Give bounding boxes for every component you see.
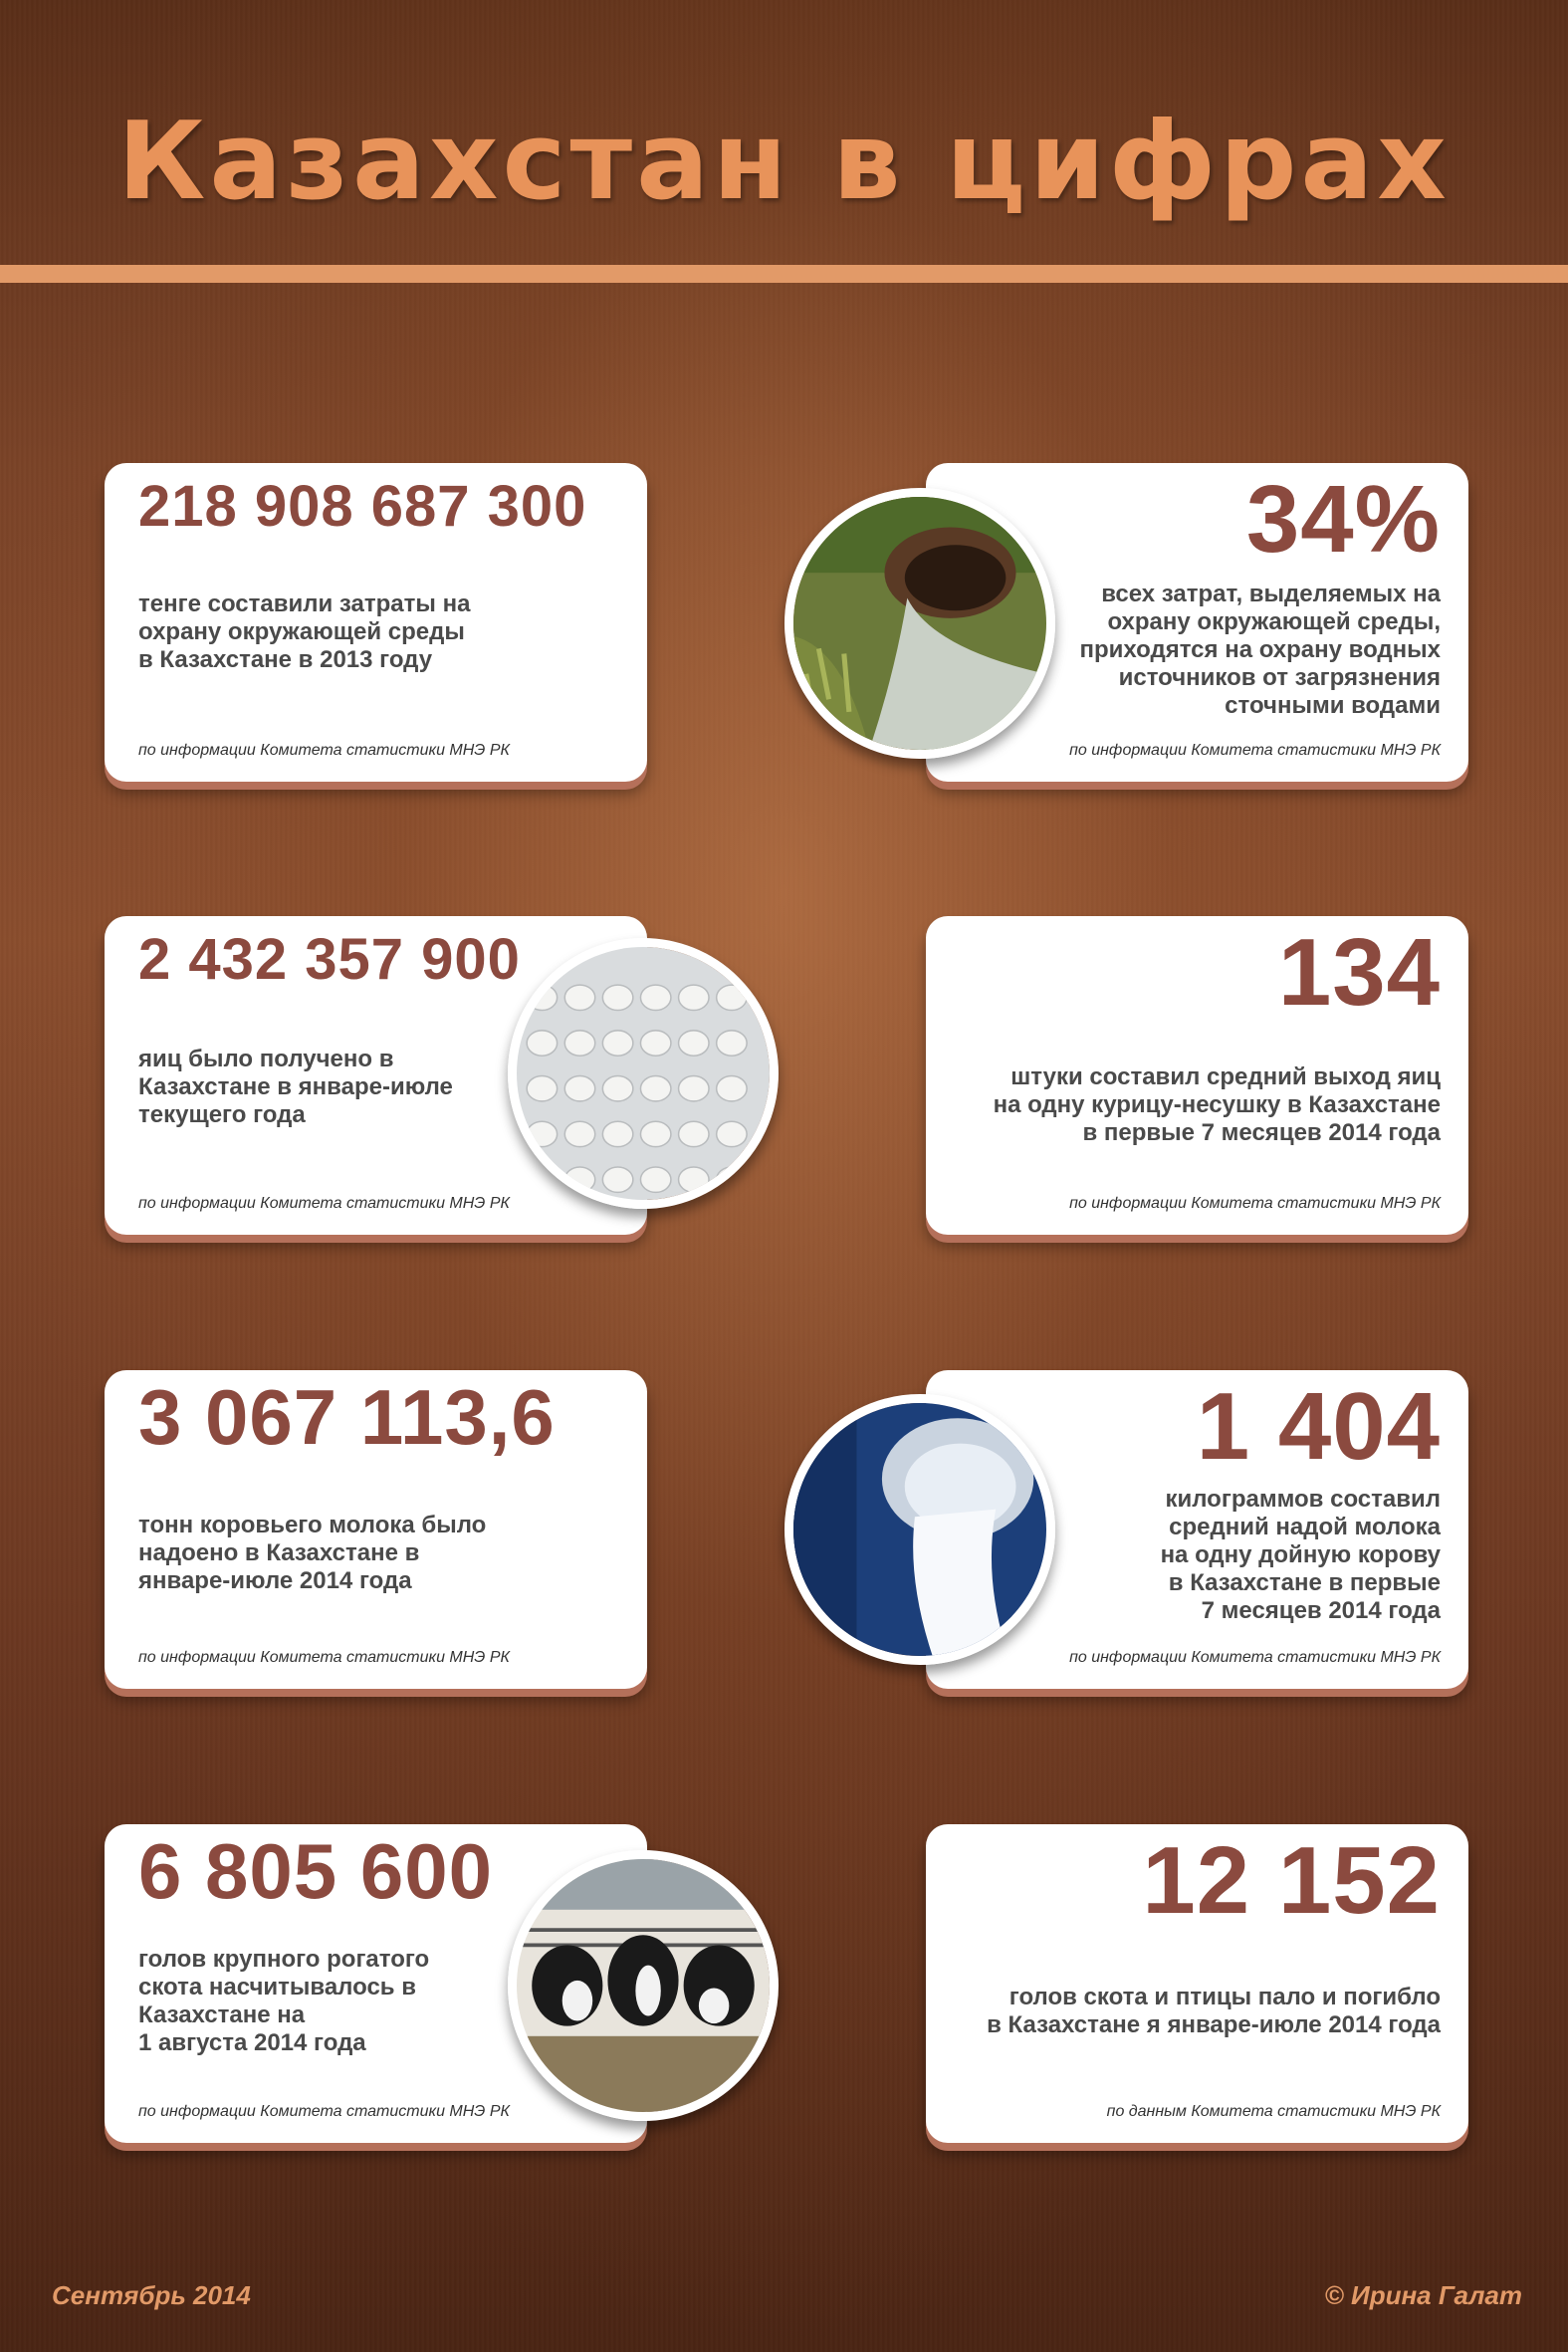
stat-description: всех затрат, выделяемых на охрану окружающей среды, приходятся на охрану водных источников от загрязнения сточными водами (1079, 581, 1441, 719)
stat-source: по информации Комитета статистики МНЭ РК (1069, 1195, 1441, 1212)
stat-number: 12 152 (1142, 1827, 1441, 1934)
stat-card-livestock-deaths (926, 1824, 1468, 2143)
stat-description: килограммов составил средний надой молока на одну дойную корову в Казахстане в первые 7 месяцев 2014 года (1160, 1486, 1441, 1624)
page-title: Казахстан в цифрах (117, 100, 1451, 224)
stat-source: по информации Комитета статистики МНЭ РК (1069, 1649, 1441, 1666)
stat-source: по информации Комитета статистики МНЭ РК (138, 1649, 510, 1666)
stat-number: 3 067 113,6 (138, 1373, 556, 1461)
stat-number: 6 805 600 (138, 1827, 494, 1915)
drain-pipe-photo (784, 488, 1055, 759)
stat-source: по данным Комитета статистики МНЭ РК (1106, 2103, 1441, 2120)
stat-description: голов скота и птицы пало и погибло в Казахстане я январе-июле 2014 года (987, 1984, 1441, 2038)
stat-description: голов крупного рогатого скота насчитывалось в Казахстане на 1 августа 2014 года (138, 1946, 430, 2056)
milk-pour-photo (784, 1394, 1055, 1665)
stat-number: 218 908 687 300 (138, 474, 587, 539)
stat-source: по информации Комитета статистики МНЭ РК (138, 742, 510, 759)
stat-number: 2 432 357 900 (138, 927, 521, 992)
stat-card-environment-spending (105, 463, 647, 782)
eggs-photo (508, 938, 779, 1209)
stat-description: штуки составил средний выход яиц на одну курицу-несушку в Казахстане в первые 7 месяцев 2014 года (993, 1063, 1441, 1146)
stat-source: по информации Комитета статистики МНЭ РК (1069, 742, 1441, 759)
stat-card-eggs-per-hen (926, 916, 1468, 1235)
cows-photo (508, 1850, 779, 2121)
stat-source: по информации Комитета статистики МНЭ РК (138, 1195, 510, 1212)
footer-date: Сентябрь 2014 (52, 2280, 251, 2310)
stat-number: 34% (1245, 466, 1441, 573)
stat-number: 1 404 (1196, 1373, 1441, 1480)
stat-card-milk-produced (105, 1370, 647, 1689)
stat-description: яиц было получено в Казахстане в январе-июле текущего года (138, 1046, 453, 1128)
stat-description: тенге составили затраты на охрану окружающей среды в Казахстане в 2013 году (138, 590, 471, 673)
stat-source: по информации Комитета статистики МНЭ РК (138, 2103, 510, 2120)
footer-author: © Ирина Галат (1324, 2280, 1522, 2310)
stat-number: 134 (1277, 919, 1441, 1026)
stat-description: тонн коровьего молока было надоено в Казахстане в январе-июле 2014 года (138, 1512, 487, 1594)
title-divider (0, 265, 1568, 283)
